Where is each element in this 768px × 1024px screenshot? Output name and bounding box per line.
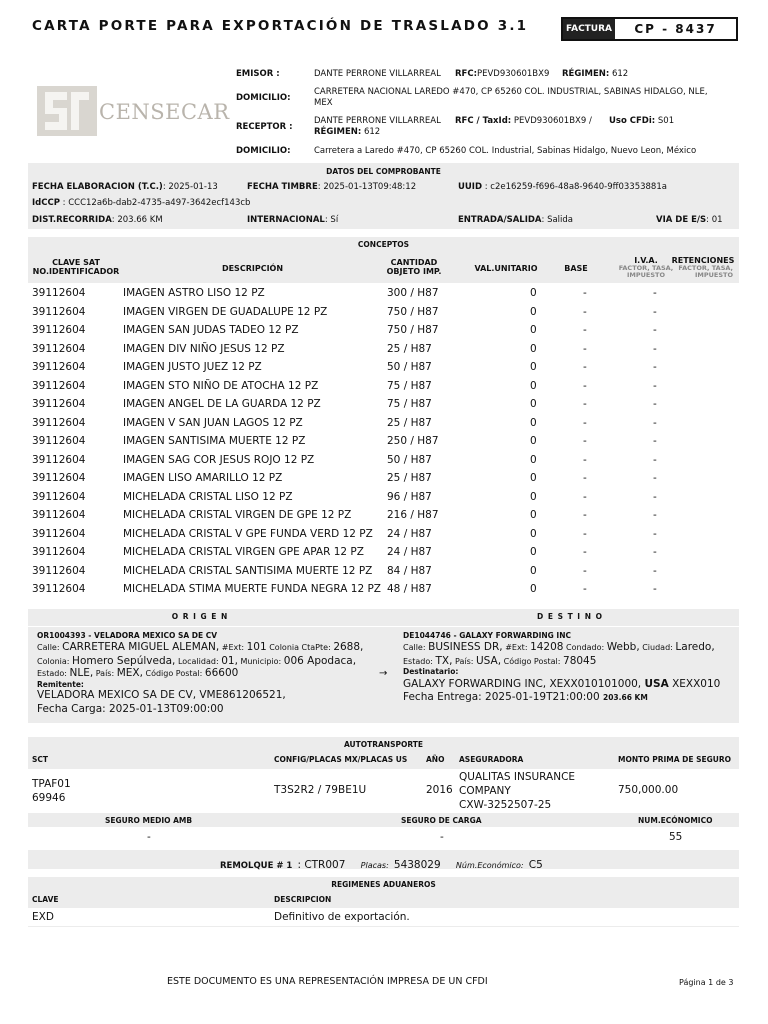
cantidad-cell: 24 / H87	[387, 546, 432, 558]
emisor-rfc: RFC:PEVD930601BX9	[455, 69, 550, 79]
autotransporte-title: AUTOTRANSPORTE	[343, 740, 424, 749]
descripcion-cell: MICHELADA CRISTAL VIRGEN GPE APAR 12 PZ	[123, 546, 364, 558]
cantidad-cell: 75 / H87	[387, 398, 432, 410]
iva-cell: -	[653, 379, 657, 392]
val-unitario-cell: 0	[530, 564, 537, 577]
origen-calle: Calle: CARRETERA MIGUEL ALEMAN, #Ext: 101 Colonia CtaPte: 2688,	[37, 641, 364, 653]
idccp: IdCCP : CCC12a6b-dab2-4735-a497-3642ecf143cb	[32, 198, 251, 208]
descripcion-cell: IMAGEN SAG COR JESUS ROJO 12 PZ	[123, 453, 315, 466]
config-value: T3S2R2 / 79BE1U	[274, 784, 367, 796]
iva-cell: -	[653, 398, 657, 410]
iva-cell: -	[653, 583, 657, 595]
table-row	[32, 433, 732, 452]
cantidad-cell: 48 / H87	[387, 583, 432, 595]
origen-colonia: Colonia: Homero Sepúlveda, Localidad: 01, Municipio: 006 Apodaca,	[37, 655, 357, 667]
cantidad-cell: 250 / H87	[387, 435, 439, 447]
cantidad-cell: 50 / H87	[387, 361, 432, 373]
clave-cell: 39112604	[32, 379, 86, 392]
table-row	[32, 304, 732, 323]
entrada-salida: ENTRADA/SALIDA: Salida	[458, 215, 573, 225]
company-logo	[37, 86, 230, 136]
destino-title: D E S T I N O	[537, 612, 603, 621]
num-economico-value: 55	[669, 831, 683, 843]
val-unitario-cell: 0	[530, 305, 537, 318]
comprobante-title: DATOS DEL COMPROBANTE	[326, 167, 441, 176]
cantidad-cell: 50 / H87	[387, 453, 432, 466]
descripcion-cell: IMAGEN SANTISIMA MUERTE 12 PZ	[123, 435, 306, 447]
cantidad-cell: 750 / H87	[387, 324, 439, 336]
iva-cell: -	[653, 287, 657, 299]
monto-value: 750,000.00	[618, 784, 679, 796]
receptor-name: DANTE PERRONE VILLARREAL	[314, 116, 441, 126]
col-retenciones-header: RETENCIONES FACTOR, TASA, IMPUESTO	[671, 256, 735, 279]
col-cantidad-header: CANTIDAD OBJETO IMP.	[386, 258, 442, 276]
iva-cell: -	[653, 527, 657, 540]
receptor-uso: Uso CFDi: S01	[609, 116, 675, 126]
regimen-clave-header: CLAVE	[32, 895, 59, 904]
remolque-info: REMOLQUE # 1 : CTR007 Placas: 5438029 Núm.Económico: C5	[220, 859, 543, 871]
cantidad-cell: 84 / H87	[387, 564, 432, 577]
table-row	[32, 396, 732, 415]
val-unitario-cell: 0	[530, 361, 537, 373]
col-valunitario-header: VAL.UNITARIO	[474, 264, 538, 273]
clave-cell: 39112604	[32, 416, 86, 429]
clave-cell: 39112604	[32, 509, 86, 521]
val-unitario-cell: 0	[530, 509, 537, 521]
base-cell: -	[583, 453, 587, 466]
factura-box	[561, 17, 738, 41]
iva-cell: -	[653, 564, 657, 577]
via-es: VIA DE E/S: 01	[656, 215, 723, 225]
table-row	[32, 322, 732, 341]
base-cell: -	[583, 509, 587, 521]
emisor-domicilio: CARRETERA NACIONAL LAREDO #470, CP 65260 COL. INDUSTRIAL, SABINAS HIDALGO, NLE, MEX	[314, 87, 708, 108]
uuid: UUID : c2e16259-f696-48a8-9640-9ff03353881a	[458, 182, 667, 192]
clave-cell: 39112604	[32, 287, 86, 299]
col-iva-header: I.V.A. FACTOR, TASA, IMPUESTO	[618, 256, 674, 279]
base-cell: -	[583, 342, 587, 355]
descripcion-cell: IMAGEN ASTRO LISO 12 PZ	[123, 287, 265, 299]
col-clave-header: CLAVE SAT NO.IDENTIFICADOR	[32, 258, 120, 276]
cantidad-cell: 24 / H87	[387, 527, 432, 540]
base-cell: -	[583, 287, 587, 299]
iva-cell: -	[653, 342, 657, 355]
clave-cell: 39112604	[32, 583, 86, 595]
destino-fecha-entrega: Fecha Entrega: 2025-01-19T21:00:00 203.66 KM	[403, 691, 648, 703]
base-cell: -	[583, 490, 587, 503]
col-base-header: BASE	[564, 264, 588, 273]
descripcion-cell: MICHELADA CRISTAL SANTISIMA MUERTE 12 PZ	[123, 564, 373, 577]
regimen-descripcion-value: Definitivo de exportación.	[274, 911, 410, 923]
cantidad-cell: 25 / H87	[387, 416, 432, 429]
table-row	[32, 526, 732, 545]
table-row	[32, 581, 732, 600]
regimen-descripcion-header: DESCRIPCION	[274, 895, 332, 904]
destino-calle: Calle: BUSINESS DR, #Ext: 14208 Condado: Webb, Ciudad: Laredo,	[403, 641, 715, 653]
cantidad-cell: 75 / H87	[387, 379, 432, 392]
base-cell: -	[583, 398, 587, 410]
origen-estado: Estado: NLE, País: MEX, Código Postal: 66600	[37, 667, 239, 679]
conceptos-title: CONCEPTOS	[357, 240, 410, 249]
descripcion-cell: IMAGEN STO NIÑO DE ATOCHA 12 PZ	[123, 379, 319, 392]
destino-id: DE1044746 - GALAXY FORWARDING INC	[403, 631, 572, 640]
val-unitario-cell: 0	[530, 398, 537, 410]
origen-title: O R I G E N	[171, 612, 229, 621]
clave-cell: 39112604	[32, 472, 86, 484]
logo-text: CENSECAR	[99, 100, 230, 124]
document-title: CARTA PORTE PARA EXPORTACIÓN DE TRASLADO 3.1	[32, 18, 529, 34]
destino-destinatario: GALAXY FORWARDING INC, XEXX010101000, USA XEXX010	[403, 678, 721, 690]
cantidad-cell: 750 / H87	[387, 305, 439, 318]
descripcion-cell: IMAGEN JUSTO JUEZ 12 PZ	[123, 361, 262, 373]
base-cell: -	[583, 472, 587, 484]
val-unitario-cell: 0	[530, 416, 537, 429]
table-row	[32, 544, 732, 563]
origen-fecha-carga: Fecha Carga: 2025-01-13T09:00:00	[37, 703, 224, 715]
sct-value: TPAF01 69946	[32, 778, 71, 804]
descripcion-cell: IMAGEN DIV NIÑO JESUS 12 PZ	[123, 342, 285, 355]
descripcion-cell: IMAGEN SAN JUDAS TADEO 12 PZ	[123, 324, 299, 336]
base-cell: -	[583, 435, 587, 447]
table-row	[32, 378, 732, 397]
regimenes-divider	[28, 926, 739, 927]
config-header: CONFIG/PLACAS MX/PLACAS US	[274, 755, 408, 764]
page-number: Página 1 de 3	[679, 978, 734, 987]
receptor-domicilio-label: DOMICILIO:	[236, 146, 291, 156]
sct-header: SCT	[32, 755, 49, 764]
descripcion-cell: MICHELADA CRISTAL VIRGEN DE GPE 12 PZ	[123, 509, 352, 521]
clave-cell: 39112604	[32, 398, 86, 410]
clave-cell: 39112604	[32, 453, 86, 466]
iva-cell: -	[653, 546, 657, 558]
receptor-regimen: RÉGIMEN: 612	[314, 127, 381, 137]
table-row	[32, 507, 732, 526]
clave-cell: 39112604	[32, 324, 86, 336]
val-unitario-cell: 0	[530, 472, 537, 484]
iva-cell: -	[653, 324, 657, 336]
receptor-domicilio: Carretera a Laredo #470, CP 65260 COL. Industrial, Sabinas Hidalgo, Nuevo Leon, México	[314, 146, 697, 156]
clave-cell: 39112604	[32, 435, 86, 447]
clave-cell: 39112604	[32, 564, 86, 577]
cantidad-cell: 25 / H87	[387, 472, 432, 484]
table-row	[32, 489, 732, 508]
table-row	[32, 470, 732, 489]
origen-id: OR1004393 - VELADORA MEXICO SA DE CV	[37, 631, 218, 640]
descripcion-cell: MICHELADA CRISTAL V GPE FUNDA VERD 12 PZ	[123, 527, 373, 540]
emisor-regimen: RÉGIMEN: 612	[562, 69, 629, 79]
base-cell: -	[583, 564, 587, 577]
col-descripcion-header: DESCRIPCIÓN	[221, 264, 284, 273]
origen-remitente-label: Remitente:	[37, 680, 84, 689]
cantidad-cell: 300 / H87	[387, 287, 439, 299]
destino-estado: Estado: TX, País: USA, Código Postal: 78045	[403, 655, 597, 667]
fecha-timbre: FECHA TIMBRE: 2025-01-13T09:48:12	[247, 182, 417, 192]
distancia-recorrida: DIST.RECORRIDA: 203.66 KM	[32, 215, 163, 225]
footer-cfdi-notice: ESTE DOCUMENTO ES UNA REPRESENTACIÓN IMPRESA DE UN CFDI	[167, 976, 488, 987]
clave-cell: 39112604	[32, 305, 86, 318]
iva-cell: -	[653, 453, 657, 466]
base-cell: -	[583, 305, 587, 318]
descripcion-cell: MICHELADA CRISTAL LISO 12 PZ	[123, 490, 293, 503]
cantidad-cell: 216 / H87	[387, 509, 439, 521]
table-row	[32, 359, 732, 378]
anio-header: AÑO	[426, 755, 445, 764]
table-row	[32, 452, 732, 471]
aseguradora-header: ASEGURADORA	[459, 755, 524, 764]
val-unitario-cell: 0	[530, 342, 537, 355]
descripcion-cell: IMAGEN VIRGEN DE GUADALUPE 12 PZ	[123, 305, 328, 318]
cantidad-cell: 25 / H87	[387, 342, 432, 355]
val-unitario-cell: 0	[530, 324, 537, 336]
emisor-label: EMISOR :	[236, 69, 280, 79]
base-cell: -	[583, 527, 587, 540]
val-unitario-cell: 0	[530, 435, 537, 447]
logo-mark-icon	[37, 86, 97, 136]
clave-cell: 39112604	[32, 490, 86, 503]
factura-label: FACTURA	[563, 19, 615, 39]
clave-cell: 39112604	[32, 361, 86, 373]
emisor-name: DANTE PERRONE VILLARREAL	[314, 69, 441, 79]
iva-cell: -	[653, 361, 657, 373]
seguro-carga-value: -	[440, 831, 444, 843]
seguro-carga-header: SEGURO DE CARGA	[401, 816, 482, 825]
clave-cell: 39112604	[32, 527, 86, 540]
aseguradora-value: QUALITAS INSURANCE COMPANY CXW-3252507-25	[459, 771, 576, 811]
val-unitario-cell: 0	[530, 453, 537, 466]
monto-header: MONTO PRIMA DE SEGURO	[618, 755, 732, 764]
table-row	[32, 563, 732, 582]
table-row	[32, 341, 732, 360]
table-row	[32, 285, 732, 304]
seguro-medio-value: -	[147, 831, 151, 843]
regimenes-title: REGIMENES ADUANEROS	[331, 880, 436, 889]
base-cell: -	[583, 379, 587, 392]
clave-cell: 39112604	[32, 546, 86, 558]
base-cell: -	[583, 324, 587, 336]
val-unitario-cell: 0	[530, 546, 537, 558]
receptor-label: RECEPTOR :	[236, 122, 293, 132]
descripcion-cell: IMAGEN LISO AMARILLO 12 PZ	[123, 472, 283, 484]
descripcion-cell: IMAGEN V SAN JUAN LAGOS 12 PZ	[123, 416, 303, 429]
regimen-clave-value: EXD	[32, 911, 54, 923]
origen-remitente: VELADORA MEXICO SA DE CV, VME861206521,	[37, 689, 286, 701]
table-row	[32, 415, 732, 434]
val-unitario-cell: 0	[530, 583, 537, 595]
seguro-medio-header: SEGURO MEDIO AMB	[105, 816, 193, 825]
iva-cell: -	[653, 416, 657, 429]
num-economico-header: NUM.ECÓNOMICO	[638, 816, 713, 825]
iva-cell: -	[653, 435, 657, 447]
iva-cell: -	[653, 305, 657, 318]
cantidad-cell: 96 / H87	[387, 490, 432, 503]
iva-cell: -	[653, 472, 657, 484]
descripcion-cell: MICHELADA STIMA MUERTE FUNDA NEGRA 12 PZ	[123, 583, 382, 595]
iva-cell: -	[653, 509, 657, 521]
base-cell: -	[583, 361, 587, 373]
emisor-domicilio-label: DOMICILIO:	[236, 93, 291, 103]
internacional: INTERNACIONAL: Sí	[247, 215, 339, 225]
base-cell: -	[583, 416, 587, 429]
val-unitario-cell: 0	[530, 527, 537, 540]
val-unitario-cell: 0	[530, 287, 537, 299]
fecha-elaboracion: FECHA ELABORACION (T.C.): 2025-01-13	[32, 182, 218, 192]
base-cell: -	[583, 583, 587, 595]
clave-cell: 39112604	[32, 342, 86, 355]
descripcion-cell: IMAGEN ANGEL DE LA GUARDA 12 PZ	[123, 398, 321, 410]
origen-destino-divider	[28, 626, 739, 627]
factura-number: CP - 8437	[634, 22, 717, 36]
destino-destinatario-label: Destinatario:	[403, 667, 459, 676]
val-unitario-cell: 0	[530, 490, 537, 503]
anio-value: 2016	[426, 784, 453, 796]
val-unitario-cell: 0	[530, 379, 537, 392]
arrow-right-icon: →	[379, 668, 388, 679]
base-cell: -	[583, 546, 587, 558]
iva-cell: -	[653, 490, 657, 503]
receptor-rfc: RFC / TaxId: PEVD930601BX9 /	[455, 116, 592, 126]
